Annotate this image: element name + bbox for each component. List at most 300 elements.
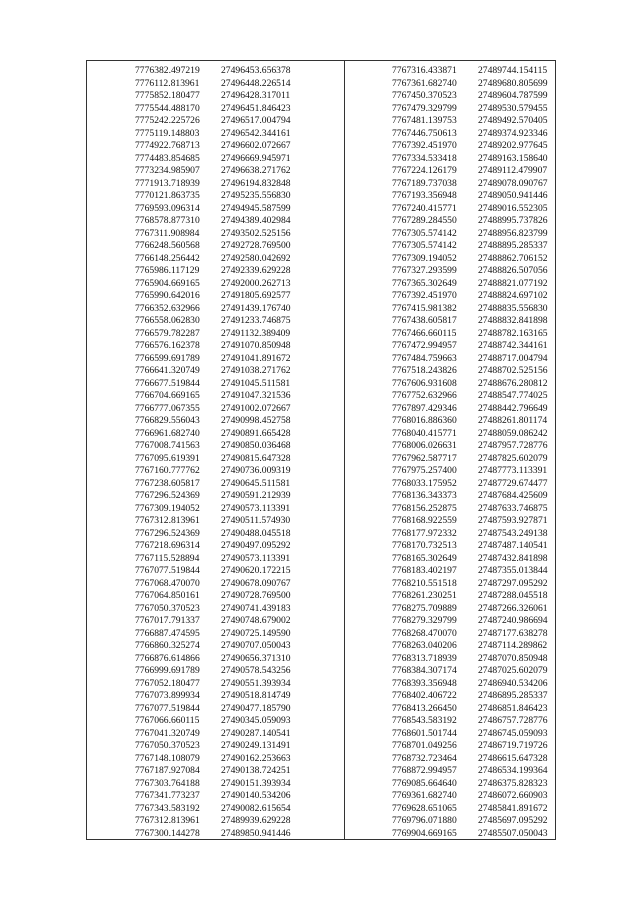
x-coordinate: 7767484.759663 [392,352,457,364]
y-coordinate: 27496453.656378 [221,65,291,76]
y-coordinate: 27486851.846423 [478,702,548,714]
x-coordinate: 7767472.994957 [392,340,457,351]
y-coordinate: 27489202.977645 [478,140,548,151]
y-coordinate: 27490497.095292 [221,540,291,551]
y-coordinate: 27488261.801174 [478,415,548,426]
y-coordinate: 27490591.212939 [221,490,291,501]
y-coordinate: 27494945.587599 [221,202,291,214]
column-divider [344,61,345,839]
y-coordinate: 27486375.828323 [478,777,548,789]
y-coordinate: 27488895.285337 [478,240,548,251]
coordinate-row [392,753,578,766]
x-coordinate: 7766777.067355 [135,402,200,414]
x-coordinate: 7767077.519844 [135,702,200,714]
x-coordinate: 7769904.669165 [392,827,457,839]
coordinate-row [392,553,578,566]
x-coordinate: 7767193.356948 [392,190,457,201]
x-coordinate: 7767518.243826 [392,365,457,376]
coordinate-row [135,553,321,566]
y-coordinate: 27488832.841898 [478,315,548,326]
x-coordinate: 7767017.791337 [135,615,200,626]
y-coordinate: 27486719.719726 [478,740,548,751]
coordinate-row [135,403,321,416]
x-coordinate: 7768275.709889 [392,602,457,614]
coordinate-row [392,453,578,466]
coordinate-row [392,740,578,753]
y-coordinate: 27487684.425609 [478,490,548,501]
y-coordinate: 27490678.090767 [221,577,291,589]
x-coordinate: 7767050.370523 [135,740,200,751]
x-coordinate: 7767466.660115 [392,327,457,339]
x-coordinate: 7768165.302649 [392,552,457,564]
x-coordinate: 7768313.718939 [392,652,457,664]
x-coordinate: 7774483.854685 [135,152,200,164]
coordinate-row [135,803,321,816]
y-coordinate: 27486757.728776 [478,715,548,726]
x-coordinate: 7767218.696314 [135,540,200,551]
x-coordinate: 7766961.682740 [135,427,200,439]
coordinate-row [392,390,578,403]
x-coordinate: 7767415.981382 [392,302,457,314]
coordinate-row [135,65,321,78]
x-coordinate: 7767312.813961 [135,515,200,526]
coordinate-row [135,778,321,791]
coordinate-row [135,640,321,653]
coordinate-row [135,428,321,441]
coordinate-row [135,515,321,528]
y-coordinate: 27492339.629228 [221,265,291,276]
x-coordinate: 7767316.433871 [392,65,457,76]
x-coordinate: 7767289.284550 [392,215,457,226]
x-coordinate: 7768033.175952 [392,477,457,489]
x-coordinate: 7767160.777762 [135,465,200,476]
x-coordinate: 7776112.813961 [135,77,200,89]
y-coordinate: 27487070.850948 [478,652,548,664]
y-coordinate: 27490249.131491 [221,740,291,751]
y-coordinate: 27487729.674477 [478,477,548,489]
coordinate-row [392,78,578,91]
x-coordinate: 7768210.551518 [392,577,457,589]
x-coordinate: 7766677.519844 [135,377,200,389]
x-coordinate: 7767187.927084 [135,765,200,776]
y-coordinate: 27487288.045518 [478,590,548,601]
y-coordinate: 27490573.113391 [221,502,291,514]
coordinate-row [135,215,321,228]
y-coordinate: 27490477.185790 [221,702,291,714]
x-coordinate: 7775242.225726 [135,115,200,126]
coordinate-row [392,440,578,453]
coordinate-row [135,665,321,678]
x-coordinate: 7768413.266450 [392,702,457,714]
x-coordinate: 7768006.026631 [392,440,457,451]
coordinate-row [392,815,578,828]
coordinate-row [135,278,321,291]
x-coordinate: 7767224.126179 [392,165,457,176]
coordinate-row [135,740,321,753]
coordinate-row [392,465,578,478]
y-coordinate: 27487355.013844 [478,565,548,576]
y-coordinate: 27490645.511581 [221,477,291,489]
x-coordinate: 7766148.256442 [135,252,200,264]
coordinate-row [392,828,578,841]
x-coordinate: 7768156.252875 [392,502,457,514]
x-coordinate: 7767309.194052 [135,502,200,514]
x-coordinate: 7771913.718939 [135,177,200,189]
x-coordinate: 7765986.117129 [135,265,200,276]
x-coordinate: 7767068.470070 [135,577,200,589]
coordinate-table [86,60,556,840]
y-coordinate: 27492728.769500 [221,240,291,251]
x-coordinate: 7767073.899934 [135,690,200,701]
x-coordinate: 7766576.162378 [135,340,200,351]
x-coordinate: 7767189.737038 [392,177,457,189]
coordinate-row [392,378,578,391]
x-coordinate: 7767341.773237 [135,790,200,801]
x-coordinate: 7767309.194052 [392,252,457,264]
coordinate-row [392,590,578,603]
coordinate-row [392,403,578,416]
coordinate-row [135,678,321,691]
x-coordinate: 7767115.528894 [135,552,200,564]
y-coordinate: 27491041.891672 [221,352,291,364]
coordinate-row [135,790,321,803]
coordinate-row [392,428,578,441]
y-coordinate: 27491439.176740 [221,302,291,314]
coordinate-row [392,115,578,128]
coordinate-row [392,203,578,216]
x-coordinate: 7767311.908984 [135,227,200,239]
y-coordinate: 27489374.923346 [478,127,548,139]
coordinate-row [392,503,578,516]
coordinate-row [392,640,578,653]
y-coordinate: 27487773.113391 [478,465,548,476]
y-coordinate: 27488835.556830 [478,302,548,314]
x-coordinate: 7767897.429346 [392,402,457,414]
x-coordinate: 7767300.144278 [135,827,200,839]
x-coordinate: 7767077.519844 [135,565,200,576]
y-coordinate: 27489050.941446 [478,190,548,201]
y-coordinate: 27489492.570405 [478,115,548,126]
x-coordinate: 7775544.488170 [135,102,200,114]
y-coordinate: 27490151.393934 [221,777,291,789]
y-coordinate: 27490345.059093 [221,715,291,726]
coordinate-row [392,678,578,691]
coordinate-row [135,90,321,103]
coordinate-row [392,265,578,278]
x-coordinate: 7767343.583192 [135,802,200,814]
x-coordinate: 7775119.148803 [135,127,200,139]
x-coordinate: 7767481.139753 [392,115,457,126]
y-coordinate: 27496542.344161 [221,127,291,139]
y-coordinate: 27496638.271762 [221,165,291,176]
y-coordinate: 27491233.746875 [221,315,291,326]
coordinate-row [135,178,321,191]
x-coordinate: 7767392.451970 [392,290,457,301]
coordinate-row [135,253,321,266]
y-coordinate: 27487957.728776 [478,440,548,451]
x-coordinate: 7767240.415771 [392,202,457,214]
coordinate-row [392,240,578,253]
y-coordinate: 27490736.009319 [221,465,291,476]
coordinate-row [392,715,578,728]
y-coordinate: 27486072.660903 [478,790,548,801]
x-coordinate: 7766599.691789 [135,352,200,364]
coordinate-row [392,165,578,178]
y-coordinate: 27490728.769500 [221,590,291,601]
y-coordinate: 27490578.543256 [221,665,291,676]
y-coordinate: 27490551.393934 [221,677,291,689]
coordinate-row [392,653,578,666]
x-coordinate: 7767305.574142 [392,227,457,239]
coordinate-row [135,228,321,241]
coordinate-row [135,478,321,491]
x-coordinate: 7770121.863735 [135,190,200,201]
x-coordinate: 7768263.040206 [392,640,457,651]
x-coordinate: 7765990.642016 [135,290,200,301]
y-coordinate: 27491047.321536 [221,390,291,401]
coordinate-row [135,728,321,741]
x-coordinate: 7769796.071880 [392,815,457,826]
y-coordinate: 27488782.163165 [478,327,548,339]
x-coordinate: 7768040.415771 [392,427,457,439]
y-coordinate: 27490891.665428 [221,427,291,439]
y-coordinate: 27490082.615654 [221,802,291,814]
x-coordinate: 7776382.497219 [135,65,200,76]
x-coordinate: 7766704.669165 [135,390,200,401]
y-coordinate: 27496517.004794 [221,115,291,126]
x-coordinate: 7766999.691789 [135,665,200,676]
x-coordinate: 7768872.994957 [392,765,457,776]
y-coordinate: 27489850.941446 [221,827,291,839]
x-coordinate: 7766829.556043 [135,415,200,426]
coordinate-row [135,703,321,716]
y-coordinate: 27485507.050043 [478,827,548,839]
x-coordinate: 7768578.877310 [135,215,200,226]
y-coordinate: 27490488.045518 [221,527,291,539]
x-coordinate: 7767392.451970 [392,140,457,151]
x-coordinate: 7768136.343373 [392,490,457,501]
coordinate-row [135,565,321,578]
coordinate-row [135,603,321,616]
x-coordinate: 7767365.302649 [392,277,457,289]
coordinate-row [135,153,321,166]
coordinate-row [135,615,321,628]
left-coordinate-column [135,65,321,840]
coordinate-row [135,190,321,203]
coordinate-row [392,215,578,228]
y-coordinate: 27489163.158640 [478,152,548,164]
x-coordinate: 7767238.605817 [135,477,200,489]
coordinate-row [135,590,321,603]
y-coordinate: 27493502.525156 [221,227,291,239]
y-coordinate: 27490815.647328 [221,452,291,464]
x-coordinate: 7767438.605817 [392,315,457,326]
y-coordinate: 27490162.253663 [221,752,291,764]
x-coordinate: 7767327.293599 [392,265,457,276]
coordinate-row [392,578,578,591]
y-coordinate: 27487025.602079 [478,665,548,676]
y-coordinate: 27492000.262713 [221,277,291,289]
x-coordinate: 7766352.632966 [135,302,200,314]
x-coordinate: 7768402.406722 [392,690,457,701]
coordinate-row [135,128,321,141]
y-coordinate: 27490140.534206 [221,790,291,801]
coordinate-row [135,628,321,641]
coordinate-row [135,265,321,278]
coordinate-row [135,378,321,391]
y-coordinate: 27488442.796649 [478,402,548,414]
coordinate-row [135,165,321,178]
x-coordinate: 7768732.723464 [392,752,457,764]
coordinate-row [392,690,578,703]
y-coordinate: 27488742.344161 [478,340,548,351]
coordinate-row [392,728,578,741]
x-coordinate: 7767446.750613 [392,127,457,139]
y-coordinate: 27487825.602079 [478,452,548,464]
coordinate-row [392,103,578,116]
y-coordinate: 27488824.697102 [478,290,548,301]
x-coordinate: 7768279.329799 [392,615,457,626]
coordinate-row [135,453,321,466]
y-coordinate: 27490620.172215 [221,565,291,576]
coordinate-row [135,390,321,403]
x-coordinate: 7766876.614866 [135,652,200,664]
y-coordinate: 27491002.072667 [221,402,291,414]
coordinate-row [135,365,321,378]
x-coordinate: 7769593.096314 [135,202,200,214]
x-coordinate: 7769361.682740 [392,790,457,801]
x-coordinate: 7766579.782287 [135,327,200,339]
x-coordinate: 7767148.108079 [135,752,200,764]
right-coordinate-column [392,65,578,840]
x-coordinate: 7769628.651065 [392,802,457,814]
y-coordinate: 27485697.095292 [478,815,548,826]
x-coordinate: 7768701.049256 [392,740,457,751]
y-coordinate: 27489680.805699 [478,77,548,89]
x-coordinate: 7767752.632966 [392,390,457,401]
x-coordinate: 7767052.180477 [135,677,200,689]
y-coordinate: 27488821.077192 [478,277,548,289]
x-coordinate: 7767064.850161 [135,590,200,601]
y-coordinate: 27489078.090767 [478,177,548,189]
y-coordinate: 27489016.552305 [478,202,548,214]
coordinate-row [135,828,321,841]
x-coordinate: 7765904.669165 [135,277,200,289]
x-coordinate: 7767041.320749 [135,727,200,739]
coordinate-row [392,190,578,203]
y-coordinate: 27490748.679002 [221,615,291,626]
y-coordinate: 27486745.059093 [478,727,548,739]
coordinate-row [392,340,578,353]
y-coordinate: 27491045.511581 [221,377,291,389]
y-coordinate: 27489939.629228 [221,815,291,826]
y-coordinate: 27491038.271762 [221,365,291,376]
y-coordinate: 27488717.004794 [478,352,548,364]
y-coordinate: 27490656.371310 [221,652,291,664]
x-coordinate: 7767008.741563 [135,440,200,451]
x-coordinate: 7767962.587717 [392,452,457,464]
coordinate-row [392,178,578,191]
coordinate-row [392,790,578,803]
y-coordinate: 27487543.249138 [478,527,548,539]
y-coordinate: 27487297.095292 [478,577,548,589]
coordinate-row [135,315,321,328]
coordinate-row [135,490,321,503]
x-coordinate: 7767296.524369 [135,490,200,501]
coordinate-row [135,328,321,341]
coordinate-row [135,203,321,216]
y-coordinate: 27486615.647328 [478,752,548,764]
y-coordinate: 27488702.525156 [478,365,548,376]
x-coordinate: 7767312.813961 [135,815,200,826]
coordinate-row [392,490,578,503]
coordinate-row [392,540,578,553]
y-coordinate: 27490725.149590 [221,627,291,639]
coordinate-row [392,803,578,816]
coordinate-row [135,753,321,766]
coordinate-row [135,240,321,253]
coordinate-row [392,515,578,528]
x-coordinate: 7767606.931608 [392,377,457,389]
coordinate-row [392,565,578,578]
coordinate-row [135,653,321,666]
coordinate-row [392,615,578,628]
x-coordinate: 7766248.560568 [135,240,200,251]
coordinate-row [392,278,578,291]
y-coordinate: 27487114.289862 [478,640,548,651]
y-coordinate: 27490573.113391 [221,552,291,564]
coordinate-row [392,303,578,316]
coordinate-row [135,765,321,778]
coordinate-row [392,253,578,266]
x-coordinate: 7766887.474595 [135,627,200,639]
x-coordinate: 7766860.325274 [135,640,200,651]
x-coordinate: 7767303.764188 [135,777,200,789]
coordinate-row [135,540,321,553]
coordinate-row [392,665,578,678]
y-coordinate: 27496602.072667 [221,140,291,151]
x-coordinate: 7768016.886360 [392,415,457,426]
coordinate-row [135,715,321,728]
x-coordinate: 7767066.660115 [135,715,200,726]
coordinate-row [392,65,578,78]
coordinate-row [392,765,578,778]
coordinate-row [392,290,578,303]
coordinate-row [135,815,321,828]
y-coordinate: 27496451.846423 [221,102,291,114]
x-coordinate: 7767450.370523 [392,90,457,101]
coordinate-row [392,140,578,153]
y-coordinate: 27487432.841898 [478,552,548,564]
coordinate-row [135,140,321,153]
coordinate-row [392,90,578,103]
x-coordinate: 7766558.062830 [135,315,200,326]
y-coordinate: 27486534.199364 [478,765,548,776]
x-coordinate: 7767975.257400 [392,465,457,476]
x-coordinate: 7768261.230251 [392,590,457,601]
x-coordinate: 7767334.533418 [392,152,457,164]
y-coordinate: 27490511.574930 [221,515,291,526]
y-coordinate: 27490287.140541 [221,727,291,739]
coordinate-row [392,315,578,328]
y-coordinate: 27488059.086242 [478,427,548,439]
coordinate-row [392,478,578,491]
y-coordinate: 27489604.787599 [478,90,548,101]
coordinate-row [135,103,321,116]
x-coordinate: 7768183.402197 [392,565,457,576]
coordinate-row [392,328,578,341]
x-coordinate: 7768170.732513 [392,540,457,551]
